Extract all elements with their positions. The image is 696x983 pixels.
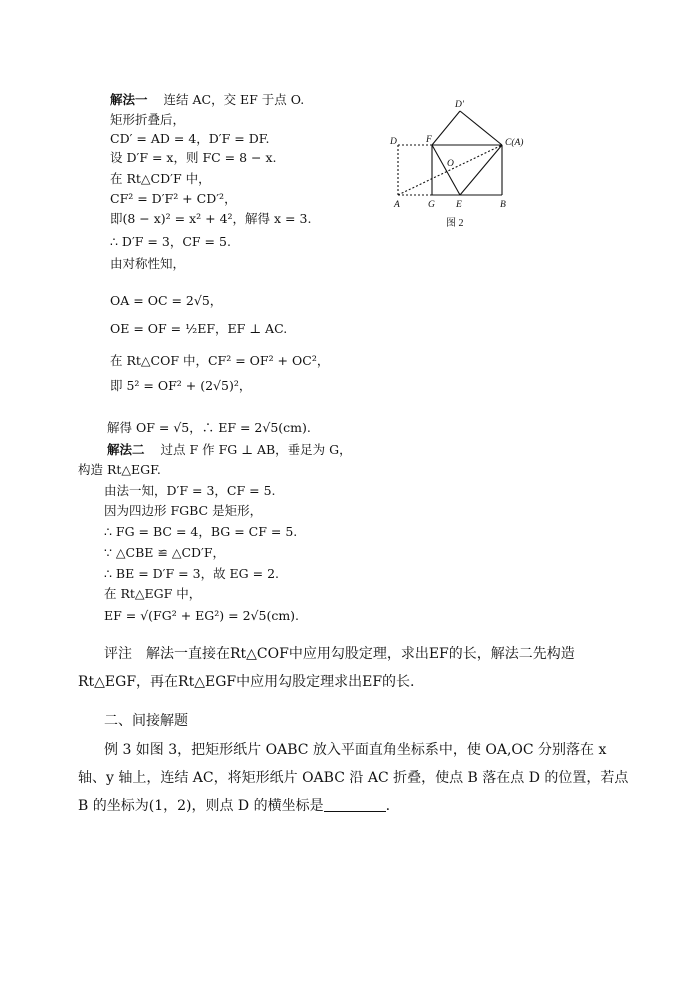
sol1-heading-text: 连结 AC，交 EF 于点 O. — [163, 92, 305, 107]
sol1-line: 即(8 − x)² = x² + 4²，解得 x = 3. — [110, 211, 312, 226]
label-a: A — [394, 200, 400, 210]
label-c-a: C(A) — [505, 138, 524, 148]
sol2-heading — [107, 442, 352, 458]
sol1-heading — [110, 92, 304, 108]
figure-2-drawing — [388, 95, 538, 240]
sol1-line: 设 D′F = x，则 FC = 8 − x. — [110, 150, 277, 165]
label-d: D — [390, 137, 397, 147]
sol2-line: EF = √(FG² + EG²) = 2√5(cm). — [104, 608, 300, 623]
label-f: F — [426, 135, 432, 145]
sol2-line: 因为四边形 FGBC 是矩形， — [104, 503, 263, 518]
label-b: B — [500, 200, 506, 210]
sol1-line: 由对称性知， — [110, 256, 186, 271]
segment-dpc — [460, 111, 502, 145]
sol1-line: CD′ = AD = 4，D′F = DF. — [110, 131, 270, 146]
label-g: G — [428, 200, 435, 210]
sol2-line: 构造 Rt△EGF. — [78, 462, 161, 477]
diagonal-ac — [398, 145, 502, 195]
example-text: 例 3 如图 3，把矩形纸片 OABC 放入平面直角坐标系中，使 OA,OC 分别落在 x 轴、y 轴上，连结 AC，将矩形纸片 OABC 沿 AC 折叠，使点 B 落在点 D 的位置，若点 B 的坐标为(1，2)，则点 D 的横坐标是 — [78, 742, 629, 814]
sol1-line: 解得 OF = √5，∴ EF = 2√5(cm). — [107, 420, 311, 435]
sol1-label: 解法一 — [110, 92, 148, 107]
comment-paragraph: 评注 解法一直接在Rt△COF中应用勾股定理，求出EF的长，解法二先构造Rt△EGF，再在Rt△EGF中应用勾股定理求出EF的长. — [78, 646, 575, 690]
sol1-line: CF² = D′F² + CD′²， — [110, 191, 237, 206]
segment-ec — [460, 145, 502, 195]
segment-fe — [432, 145, 460, 195]
sol1-line: OE = OF = ½EF，EF ⊥ AC. — [110, 321, 288, 336]
sol1-line: OA = OC = 2√5， — [110, 293, 223, 308]
sol1-line: 在 Rt△CD′F 中， — [110, 171, 211, 186]
sol1-line: 在 Rt△COF 中，CF² = OF² + OC²， — [110, 353, 330, 368]
sol2-label: 解法二 — [107, 442, 145, 457]
sol2-line: ∴ BE = D′F = 3，故 EG = 2. — [104, 566, 279, 581]
sol1-line: 矩形折叠后， — [110, 112, 186, 127]
sol2-line: ∴ FG = BC = 4，BG = CF = 5. — [104, 524, 298, 539]
example-paragraph — [78, 736, 638, 820]
sol2-line: 在 Rt△EGF 中， — [104, 586, 202, 601]
example-end: . — [385, 798, 391, 814]
figure-2 — [388, 95, 538, 240]
figure-caption: 图 2 — [446, 218, 464, 229]
label-d-prime: D′ — [455, 100, 464, 110]
label-o: O — [447, 159, 454, 169]
sol2-line: ∵ △CBE ≌ △CD′F， — [104, 545, 226, 560]
sol2-heading-text: 过点 F 作 FG ⊥ AB，垂足为 G， — [160, 442, 352, 457]
sol1-line: 即 5² = OF² + (2√5)²， — [110, 378, 252, 393]
section-title: 二、间接解题 — [104, 713, 188, 729]
sol1-line: ∴ D′F = 3，CF = 5. — [110, 234, 231, 249]
segment-fdp — [432, 111, 460, 145]
answer-blank — [324, 797, 386, 812]
sol2-line: 由法一知，D′F = 3，CF = 5. — [104, 483, 276, 498]
label-e: E — [456, 200, 462, 210]
